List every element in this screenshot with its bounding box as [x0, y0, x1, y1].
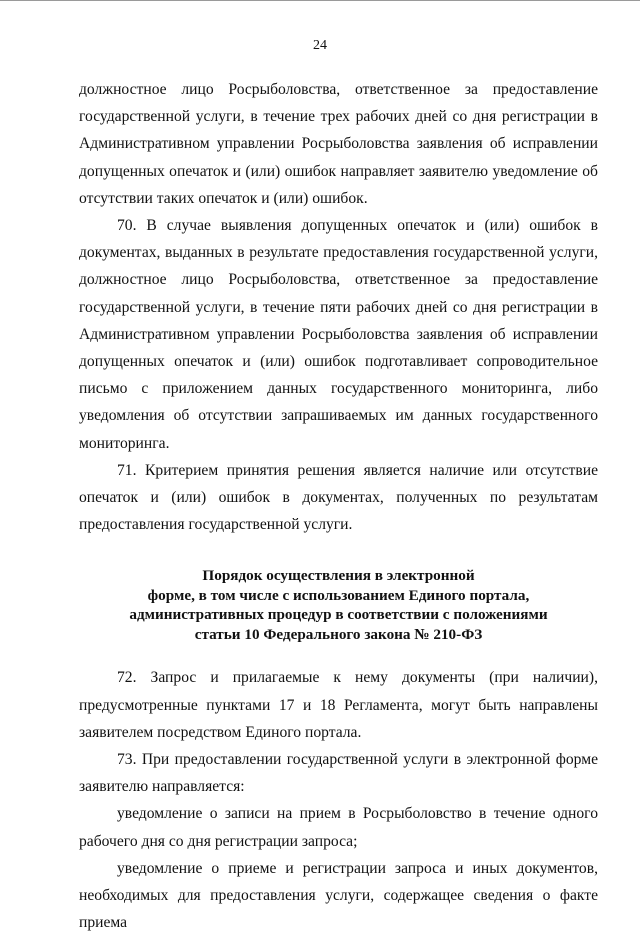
paragraph-73: 73. При предоставлении государственной услуги в электронной форме заявителю направляется:: [79, 751, 598, 796]
paragraph-70: 70. В случае выявления допущенных опечаток и (или) ошибок в документах, выданных в результате предоставления государственной услуги, должностное лицо Росрыболовства, ответственное за предоставление государственной услуги, в течение пяти рабочих дней со дня регистрации в Административном управлении Росрыболовства заявления об исправлении допущенных опечаток и (или) ошибок подготавливает сопроводительное письмо с приложением данных государственного мониторинга, либо уведомления об отсутствии запрашиваемых им данных государственного мониторинга.: [79, 217, 598, 452]
document-body: [79, 76, 598, 936]
section-heading-line: административных процедур в соответствии с положениями: [129, 606, 548, 624]
page-number: 24: [313, 38, 327, 53]
section-heading-line: Порядок осуществления в электронной: [202, 567, 475, 585]
paragraph-72: 72. Запрос и прилагаемые к нему документы (при наличии), предусмотренные пунктами 17 и 18 Регламента, могут быть направлены заявителем посредством Единого портала.: [79, 669, 598, 741]
section-heading: [79, 566, 598, 644]
paragraph-69-continuation: должностное лицо Росрыболовства, ответственное за предоставление государственной услуги, в течение трех рабочих дней со дня регистрации в Административном управлении Росрыболовства заявления об исправлении допущенных опечаток и (или) ошибок направляет заявителю уведомление об отсутствии таких опечаток и (или) ошибок.: [79, 81, 598, 207]
paragraph-71: 71. Критерием принятия решения является наличие или отсутствие опечаток и (или) ошибок в документах, полученных по результатам предоставления государственной услуги.: [79, 461, 598, 534]
paragraph-73-item-1: уведомление о записи на прием в Росрыболовство в течение одного рабочего дня со дня регистрации запроса;: [79, 805, 598, 850]
section-heading-line: статьи 10 Федерального закона № 210-ФЗ: [194, 625, 483, 643]
paragraph-73-item-2: уведомление о приеме и регистрации запроса и иных документов, необходимых для предоставления услуги, содержащее сведения о факте приема: [79, 859, 598, 932]
section-heading-line: форме, в том числе с использованием Единого портала,: [147, 586, 530, 604]
page-top-edge: [0, 0, 640, 1]
